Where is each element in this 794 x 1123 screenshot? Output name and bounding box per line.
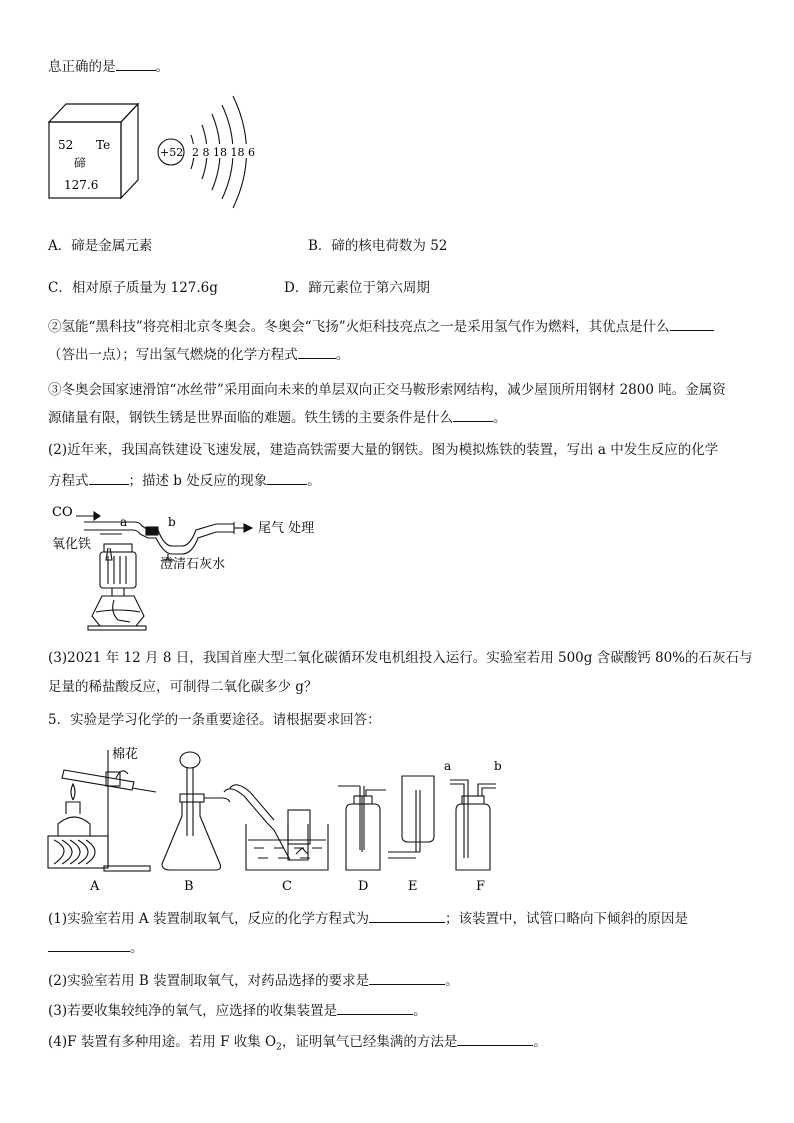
exhaust-label: 尾气 处理 <box>258 521 315 536</box>
answer-blank[interactable] <box>89 470 129 485</box>
answer-blank[interactable] <box>337 1000 413 1015</box>
label-a: a <box>120 515 128 529</box>
apparatus-e <box>388 776 434 858</box>
question-hydrogen-line1: ②氢能“黑科技”将亮相北京冬奥会。冬奥会“飞扬”火炬科技亮点之一是采用氢气作为燃料，其优点是什么 <box>48 316 714 337</box>
atom-structure-diagram <box>158 96 255 208</box>
element-cube <box>49 104 138 198</box>
ironmaking-apparatus <box>48 500 318 638</box>
option-b[interactable]: B．碲的核电荷数为 52 <box>308 238 448 254</box>
subquestion-1-line2: 。 <box>48 937 144 958</box>
apparatus-d <box>338 786 386 870</box>
answer-blank[interactable] <box>267 470 307 485</box>
electron-shells: 2 8 18 18 6 <box>192 146 255 159</box>
iron-oxide-label: 氧化铁 <box>52 537 92 552</box>
element-symbol: Te <box>96 138 111 152</box>
answer-blank[interactable] <box>670 316 714 331</box>
question-co2-line1: (3)2021 年 12 月 8 日，我国首座大型二氧化碳循环发电机组投入运行。实验室若用 500g 含碳酸钙 80%的石灰石与 <box>48 650 753 666</box>
question-hydrogen-line2: （答出一点）；写出氢气燃烧的化学方程式 。 <box>48 344 349 365</box>
answer-blank[interactable] <box>369 970 445 985</box>
option-d[interactable]: D．蹄元素位于第六周期 <box>284 280 430 296</box>
gas-apparatus-figure <box>44 740 504 896</box>
apparatus-c <box>246 810 328 870</box>
question-rust-line2: 源储量有限，钢铁生锈是世界面临的难题。铁生锈的主要条件是什么 。 <box>48 407 507 428</box>
apparatus-a <box>48 750 156 871</box>
co-label: CO <box>52 505 73 520</box>
answer-blank[interactable] <box>48 937 130 952</box>
element-info-figure <box>44 92 264 218</box>
apparatus-b <box>162 752 274 870</box>
answer-blank[interactable] <box>369 908 445 923</box>
subquestion-4: (4)F 装置有多种用途。若用 F 收集 $O_2$，证明氧气已经集满的方法是 。 <box>48 1031 547 1058</box>
label-e: E <box>408 879 418 894</box>
option-c[interactable]: C．相对原子质量为 127.6g <box>48 280 218 296</box>
cotton-label: 棉花 <box>112 747 139 762</box>
port-a-label: a <box>444 759 452 773</box>
label-b: b <box>168 515 176 529</box>
question-5-title: 5．实验是学习化学的一条重要途径。请根据要求回答： <box>48 712 381 728</box>
subquestion-1-line1: (1)实验室若用 A 装置制取氧气，反应的化学方程式为 ；该装置中，试管口略向下倾斜的原因是 <box>48 908 688 929</box>
limewater-label: 澄清石灰水 <box>160 557 226 572</box>
question-rust-line1: ③冬奥会国家速滑馆“冰丝带”采用面向未来的单层双向正交马鞍形索网结构，减少屋顶所用钢材 2800 吨。金属资 <box>48 382 726 398</box>
answer-blank[interactable] <box>116 56 156 71</box>
label-c: C <box>282 879 292 894</box>
label-a: A <box>90 879 100 894</box>
question-co2-line2: 足量的稀盐酸反应，可制得二氧化碳多少 g？ <box>48 679 318 695</box>
element-name: 碲 <box>74 156 87 170</box>
question-ironmaking-line1: (2)近年来，我国高铁建设飞速发展，建造高铁需要大量的钢铁。图为模拟炼铁的装置，写出 a 中发生反应的化学 <box>48 442 719 458</box>
subquestion-3: (3)若要收集较纯净的氧气，应选择的收集装置是 。 <box>48 1000 427 1021</box>
question-ironmaking-line2: 方程式 ；描述 b 处反应的现象 。 <box>48 470 321 491</box>
nucleus-charge: +52 <box>160 146 184 159</box>
answer-blank[interactable] <box>453 407 493 422</box>
question-stem-tail: 息正确的是 。 <box>48 56 169 77</box>
atomic-mass: 127.6 <box>64 178 99 192</box>
label-d: D <box>358 879 369 894</box>
apparatus-f <box>450 780 496 870</box>
atomic-number: 52 <box>58 138 74 152</box>
label-b: B <box>184 879 194 894</box>
port-b-label: b <box>494 759 502 773</box>
answer-blank[interactable] <box>457 1031 533 1046</box>
option-a[interactable]: A．碲是金属元素 <box>48 238 153 254</box>
subquestion-2: (2)实验室若用 B 装置制取氧气，对药品选择的要求是 。 <box>48 970 459 991</box>
label-f: F <box>476 879 486 894</box>
answer-blank[interactable] <box>298 344 336 359</box>
